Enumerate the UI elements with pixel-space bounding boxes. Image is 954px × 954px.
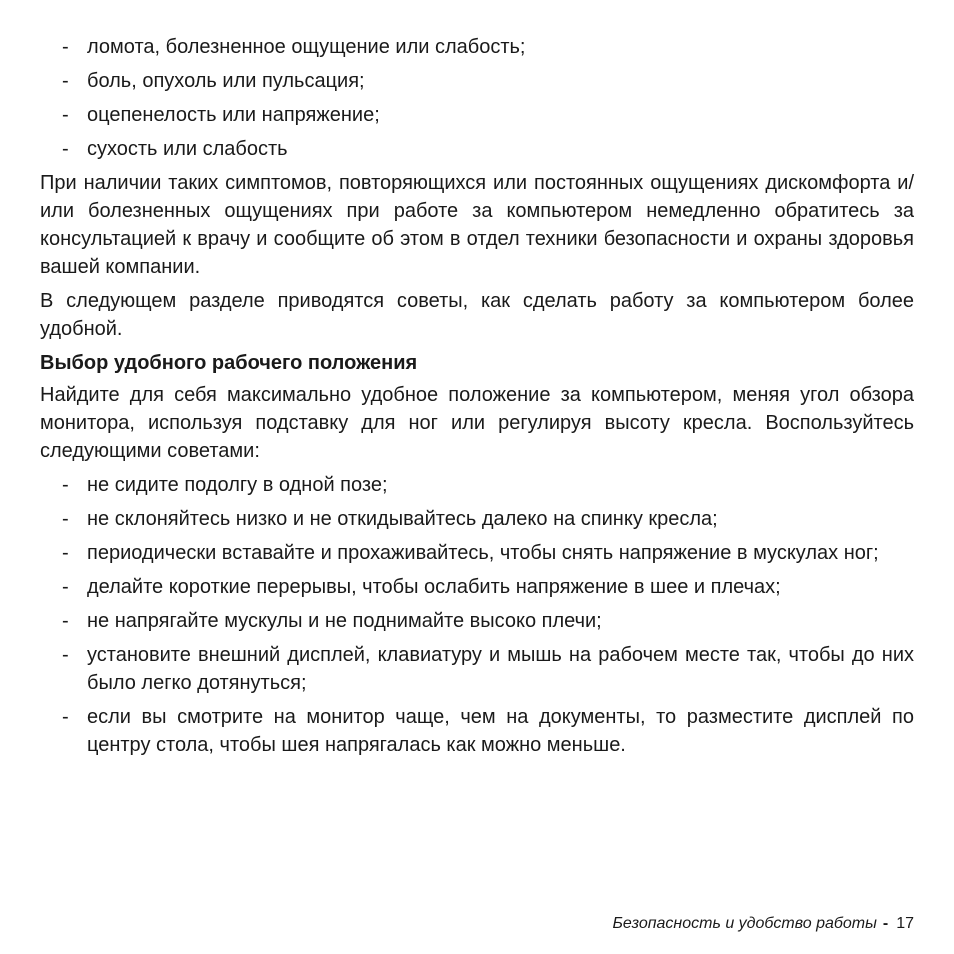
section-intro: Найдите для себя максимально удобное положение за компьютером, меняя угол обзора монитора, используя подставку для ног или регулируя высоту кресла. Воспользуйтесь следующими советами: xyxy=(40,384,914,462)
footer-section-title: Безопасность и удобство работы xyxy=(612,915,877,932)
list-item: - не склоняйтесь низко и не откидывайтесь далеко на спинку кресла; xyxy=(40,505,914,533)
list-item: - боль, опухоль или пульсация; xyxy=(40,67,914,95)
symptoms-list xyxy=(40,33,914,163)
footer-separator: - xyxy=(882,915,889,932)
list-item: - установите внешний дисплей, клавиатуру и мышь на рабочем месте так, чтобы до них было легко дотянуться; xyxy=(40,641,914,697)
list-item: - оцепенелость или напряжение; xyxy=(40,101,914,129)
list-item: - периодически вставайте и прохаживайтесь, чтобы снять напряжение в мускулах ног; xyxy=(40,539,914,567)
page-number: 17 xyxy=(896,915,914,932)
tips-list xyxy=(40,471,914,759)
list-item: - делайте короткие перерывы, чтобы ослабить напряжение в шее и плечах; xyxy=(40,573,914,601)
list-item: - ломота, болезненное ощущение или слабость; xyxy=(40,33,914,61)
list-item: - не сидите подолгу в одной позе; xyxy=(40,471,914,499)
list-item: - сухость или слабость xyxy=(40,135,914,163)
section-heading: Выбор удобного рабочего положения xyxy=(40,352,418,374)
list-item: - если вы смотрите на монитор чаще, чем на документы, то разместите дисплей по центру стола, чтобы шея напрягалась как можно меньше. xyxy=(40,703,914,759)
list-item: - не напрягайте мускулы и не поднимайте высоко плечи; xyxy=(40,607,914,635)
page-footer xyxy=(612,914,914,934)
paragraph-symptoms-advice: При наличии таких симптомов, повторяющихся или постоянных ощущениях дискомфорта и/или болезненных ощущениях при работе за компьютером немедленно обратитесь за консультацией к врачу и сообщите об этом в отдел техники безопасности и охраны здоровья вашей компании. xyxy=(40,172,914,278)
document-page xyxy=(40,33,914,765)
paragraph-next-section: В следующем разделе приводятся советы, как сделать работу за компьютером более удобной. xyxy=(40,290,914,340)
